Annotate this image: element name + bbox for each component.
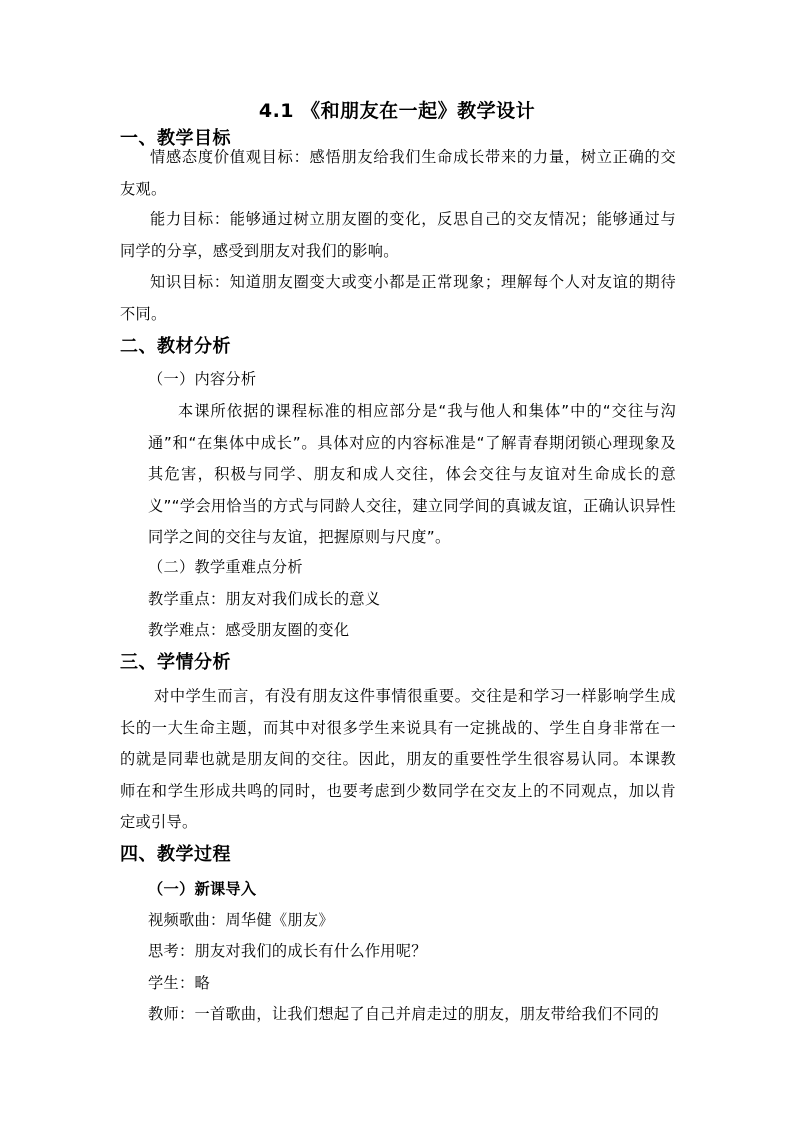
text-student-response: 学生：略 — [148, 974, 210, 992]
section-heading-teaching-process: 四、教学过程 — [120, 844, 231, 865]
paragraph-learner-analysis: 对中学生而言，有没有朋友这件事情很重要。交往是和学习一样影响学生成长的一大生命主题，而其中对很多学生来说具有一定挑战的、学生自身非常在一的就是同辈也就是朋友间的交往。因此，朋友的重要性学生很容易认同。本课教师在和学生形成共鸣的同时，也要考虑到少数同学在交友上的不同观点，加以肯定或引导。 — [120, 687, 676, 831]
text-key-point: 教学重点：朋友对我们成长的意义 — [148, 590, 381, 608]
text-video-song: 视频歌曲：周华健《朋友》 — [148, 911, 334, 929]
section-heading-materials: 二、教材分析 — [120, 336, 231, 357]
text-teacher-response: 教师：一首歌曲，让我们想起了自己并肩走过的朋友，朋友带给我们不同的 — [148, 1005, 660, 1023]
paragraph-emotion-objective: 情感态度价值观目标：感悟朋友给我们生命成长带来的力量，树立正确的交友观。 — [120, 148, 676, 198]
paragraph-knowledge-objective: 知识目标：知道朋友圈变大或变小都是正常现象；理解每个人对友谊的期待不同。 — [120, 273, 676, 323]
subheading-introduction: （一）新课导入 — [148, 880, 257, 898]
document-title: 4.1 《和朋友在一起》教学设计 — [258, 100, 536, 122]
subheading-key-difficult-points: （二）教学重难点分析 — [148, 558, 303, 576]
paragraph-curriculum-standard: 本课所依据的课程标准的相应部分是“我与他人和集体”中的“交往与沟通”和“在集体中成长”。具体对应的内容标准是“了解青春期闭锁心理现象及其危害，积极与同学、朋友和成人交往，体会交往与友谊对生命成长的意义”“学会用恰当的方式与同龄人交往，建立同学间的真诚友谊，正确认识异性同学之间的交往与友谊，把握原则与尺度”。 — [148, 402, 676, 546]
paragraph-ability-objective: 能力目标：能够通过树立朋友圈的变化，反思自己的交友情况；能够通过与同学的分享，感受到朋友对我们的影响。 — [120, 210, 676, 260]
section-heading-objectives: 一、教学目标 — [120, 128, 231, 149]
section-heading-learner-analysis: 三、学情分析 — [120, 652, 231, 673]
subheading-content-analysis: （一）内容分析 — [148, 370, 257, 388]
text-difficult-point: 教学难点：感受朋友圈的变化 — [148, 621, 350, 639]
text-think-question: 思考：朋友对我们的成长有什么作用呢？ — [148, 942, 427, 960]
